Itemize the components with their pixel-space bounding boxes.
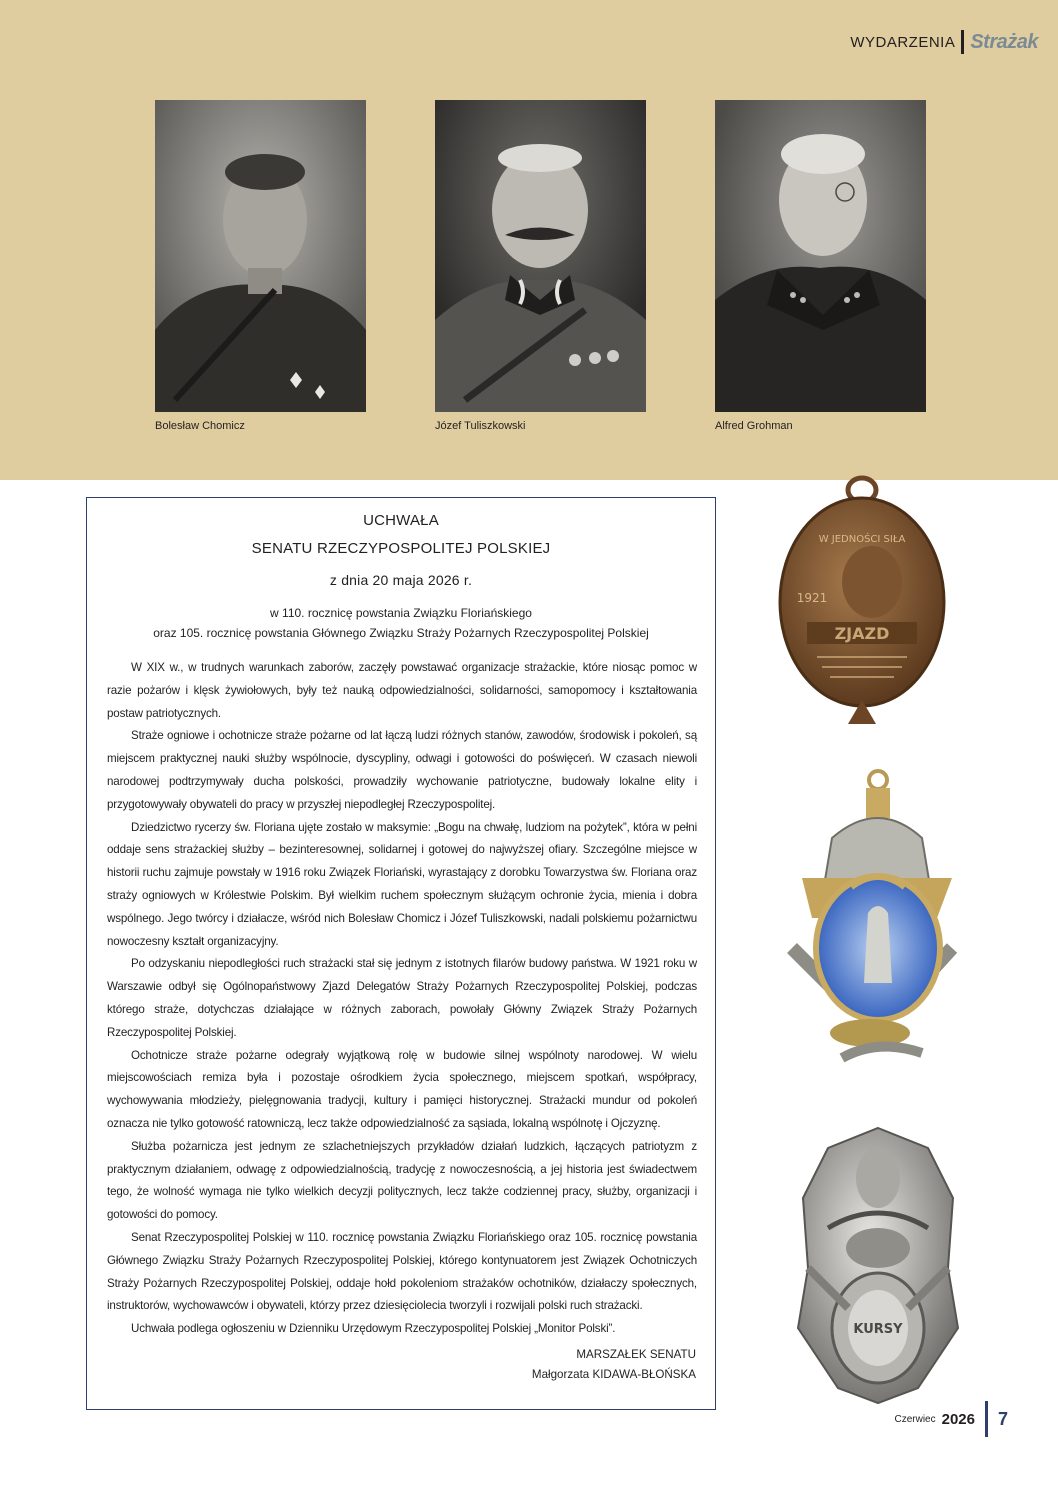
resolution-subject-line1: w 110. rocznicę powstania Związku Floriańskiego (270, 606, 532, 620)
enamel-cross-badge (772, 768, 966, 1076)
medal-inscription: W JEDNOŚCI SIŁA (818, 534, 906, 545)
issue-year: 2026 (941, 1410, 975, 1428)
header-divider (961, 30, 964, 54)
page-footer (894, 1401, 1008, 1437)
body-paragraph: Uchwała podlega ogłoszeniu w Dzienniku Urzędowym Rzeczypospolitej Polskiej „Monitor Polski”. (131, 1322, 616, 1336)
body-paragraph: Ochotnicze straże pożarne odegrały wyjątkową rolę w budowie silnej wspólnoty narodowej. W wielu miejscowościach remiza była i pozostaje ośrodkiem życia społecznego, miejscem spotkań, współpracy, wychowywania młodzieży, pielęgnowania tradycji, kultury i pamięci historycznej. Strażacki mundur od pokoleń oznacza nie tylko gotowość ratowniczą, lecz także odpowiedzialność za sąsiada, lokalną wspólnotę i Ojczyznę. (107, 1048, 697, 1130)
body-paragraph: Dziedzictwo rycerzy św. Floriana ujęte zostało w maksymie: „Bogu na chwałę, ludziom na pożytek”, która w pełni oddaje sens strażackiej służby – bezinteresownej, solidarnej i gotowej do najwyższej ofiary. Szczególne miejsce w historii ruchu zajmuje powstały w 1916 roku Związek Floriański, wyrastający z dorobku Towarzystwa św. Floriana oraz straży ogniowych w Królestwie Polskim. Był wielkim ruchem społecznym służącym ochronie życia, mienia i dobra wspólnego. Jego twórcy i działacze, wśród nich Bolesław Chomicz i Józef Tuliszkowski, nadali polskiemu pożarnictwu nowoczesny kształt organizacyjny. (107, 820, 697, 948)
resolution-date: z dnia 20 maja 2026 r. (329, 572, 473, 588)
resolution-issuer: SENATU RZECZYPOSPOLITEJ POLSKIEJ (251, 540, 551, 557)
portrait-photo-icon (435, 100, 646, 412)
body-paragraph: Senat Rzeczypospolitej Polskiej w 110. rocznicę powstania Związku Floriańskiego oraz 105. rocznicę powstania Głównego Związku Straży Pożarnych Rzeczypospolitej Polskiej, którego kontynuatorem jest Związek Ochotniczych Straży Pożarnych Rzeczypospolitej Polskiej, oddaje hołd pokoleniom strażaków ochotników, działaczy społecznych, instruktorów, wychowawców i obywateli, którzy przez dziesięciolecia tworzyli i rozwijali polski ruch strażacki. (107, 1230, 697, 1313)
portrait-tuliszkowski (435, 100, 646, 412)
body-paragraph: Po odzyskaniu niepodległości ruch strażacki stał się jednym z istotnych filarów budowy państwa. W 1921 roku w Warszawie odbył się Ogólnopaństwowy Zjazd Delegatów Straży Pożarnych Rzeczypospolitej Polskiej, podczas którego straże, dotychczas działające w różnych zaborach, powołały Główny Związek Straży Pożarnych Rzeczypospolitej Polskiej. (107, 957, 697, 1039)
bronze-badge-icon (762, 462, 962, 738)
portrait-chomicz (155, 100, 366, 412)
medal-inscription: KURSY (853, 1322, 903, 1337)
enamel-cross-badge-icon (772, 768, 966, 1076)
silver-badge (778, 1118, 978, 1408)
medal-year: 1921 (796, 591, 828, 605)
body-paragraph: W XIX w., w trudnych warunkach zaborów, zaczęły powstawać organizacje strażackie, które niosąc pomoc w razie pożarów i klęsk żywiołowych, były też nauką odpowiedzialności, solidarności, samopomocy i kształtowania postaw patriotycznych. (107, 661, 697, 720)
portrait-caption: Bolesław Chomicz (155, 420, 245, 432)
portrait-caption: Alfred Grohman (715, 420, 793, 432)
resolution-subject-line2: oraz 105. rocznicę powstania Głównego Związku Straży Pożarnych Rzeczypospolitej Polskiej (153, 626, 649, 640)
body-paragraph: Służba pożarnicza jest jednym ze szlachetniejszych przykładów działań ludzkich, łączących patriotyzm z praktycznym działaniem, odwagę z odpowiedzialnością, tradycję z nowoczesnością, a jej historia jest świadectwem tego, że wolność wymaga nie tylko wielkich decyzji politycznych, lecz także codziennej pracy, służby, organizacji i gotowości do pomocy. (107, 1139, 697, 1222)
medal-inscription: ZJAZD (834, 624, 890, 643)
signature-name: Małgorzata KIDAWA-BŁOŃSKA (531, 1368, 696, 1381)
portrait-caption: Józef Tuliszkowski (435, 420, 526, 432)
bronze-badge (762, 462, 962, 738)
signature-block (532, 1345, 696, 1385)
portrait-photo-icon (715, 100, 926, 412)
section-header (850, 30, 1038, 54)
magazine-brand: Strażak (970, 30, 1038, 53)
section-label: WYDARZENIA (850, 33, 956, 51)
page-number: 7 (997, 1408, 1008, 1429)
resolution-body (107, 657, 697, 1341)
silver-badge-icon (778, 1118, 978, 1408)
body-paragraph: Straże ogniowe i ochotnicze straże pożarne od lat łączą ludzi różnych stanów, zawodów, środowisk i pokoleń, są miejscem praktycznej nauki służby wspólnocie, dyscypliny, odwagi i gotowości do poświęceń. W czasach niewoli narodowej podtrzymywały ducha polskości, prowadziły wychowanie patriotyczne, budowały lokalne elity i przygotowywały obywateli do pracy w przyszłej niepodległej Rzeczypospolitej. (107, 729, 697, 811)
signature-role: MARSZAŁEK SENATU (576, 1348, 696, 1361)
footer-divider (985, 1401, 988, 1437)
portrait-photo-icon (155, 100, 366, 412)
resolution-title: UCHWAŁA (363, 512, 439, 529)
issue-month: Czerwiec (894, 1413, 936, 1425)
portrait-grohman (715, 100, 926, 412)
